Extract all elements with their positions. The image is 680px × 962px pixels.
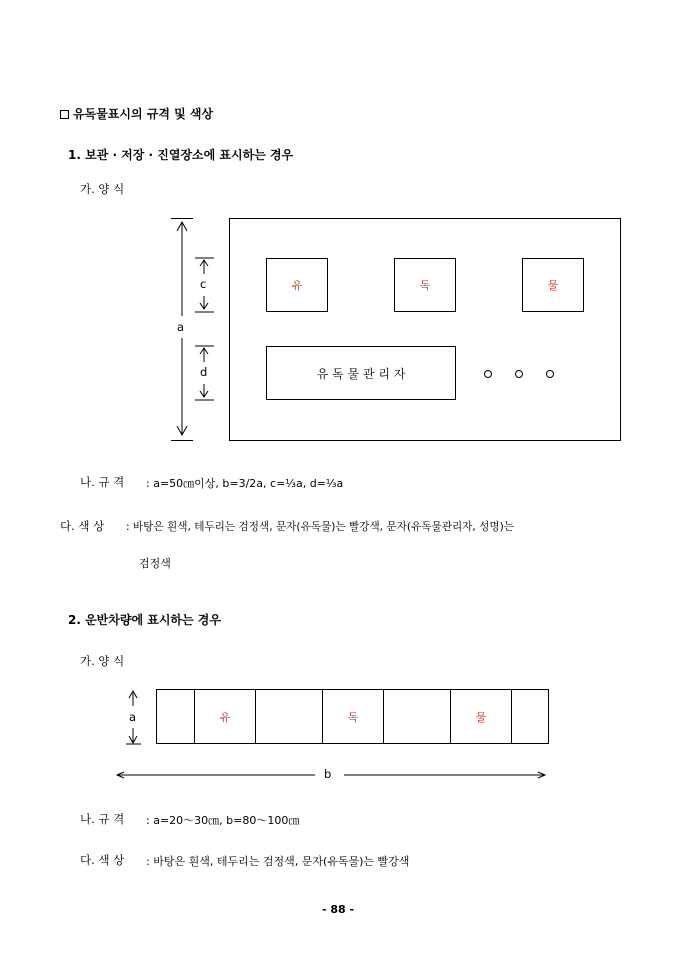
part1-style-label: 가. 양 식 bbox=[80, 182, 125, 196]
part1-color-text-cont: 검정색 bbox=[139, 557, 171, 570]
dim-d-label: d bbox=[200, 365, 208, 379]
dim-c-label: c bbox=[200, 277, 207, 291]
part1-spec-text: : a=50㎝이상, b=3/2a, c=⅓a, d=⅓a bbox=[146, 477, 344, 490]
section-title: 유독물표시의 규격 및 색상 bbox=[73, 107, 214, 121]
vehicle-char-cell-2: 독 bbox=[347, 710, 359, 724]
part1-color-label: 다. 색 상 bbox=[60, 519, 105, 533]
sign-char-box-3: 물 bbox=[522, 258, 584, 312]
manager-box: 유 독 물 관 리 자 bbox=[266, 346, 456, 400]
vehicle-char-cell-3: 물 bbox=[475, 710, 487, 724]
vehicle-char-cell-1: 유 bbox=[219, 710, 231, 724]
page-number: - 88 - bbox=[322, 903, 355, 916]
part2-spec-text: : a=20～30㎝, b=80～100㎝ bbox=[146, 814, 300, 827]
dim-b-label: b bbox=[324, 767, 332, 781]
sign-char-box-2: 독 bbox=[394, 258, 456, 312]
part2-color-label: 다. 색 상 bbox=[80, 853, 125, 867]
part2-spec-label: 나. 규 격 bbox=[80, 812, 125, 826]
sign-char-box-1: 유 bbox=[266, 258, 328, 312]
part1-color-text: : 바탕은 흰색, 테두리는 검정색, 문자(유독물)는 빨강색, 문자(유독물관리자, 성명)는 bbox=[126, 521, 514, 533]
part2-color-text: : 바탕은 흰색, 테두리는 검정색, 문자(유독물)는 빨강색 bbox=[146, 855, 410, 868]
dim-a-label-2: a bbox=[129, 710, 137, 724]
part1-spec-label: 나. 규 격 bbox=[80, 475, 125, 489]
part1-title: 1. 보관 · 저장 · 진열장소에 표시하는 경우 bbox=[68, 148, 294, 162]
dim-a-label: a bbox=[177, 320, 185, 334]
part2-title: 2. 운반차량에 표시하는 경우 bbox=[68, 613, 221, 627]
part2-style-label: 가. 양 식 bbox=[80, 654, 125, 668]
